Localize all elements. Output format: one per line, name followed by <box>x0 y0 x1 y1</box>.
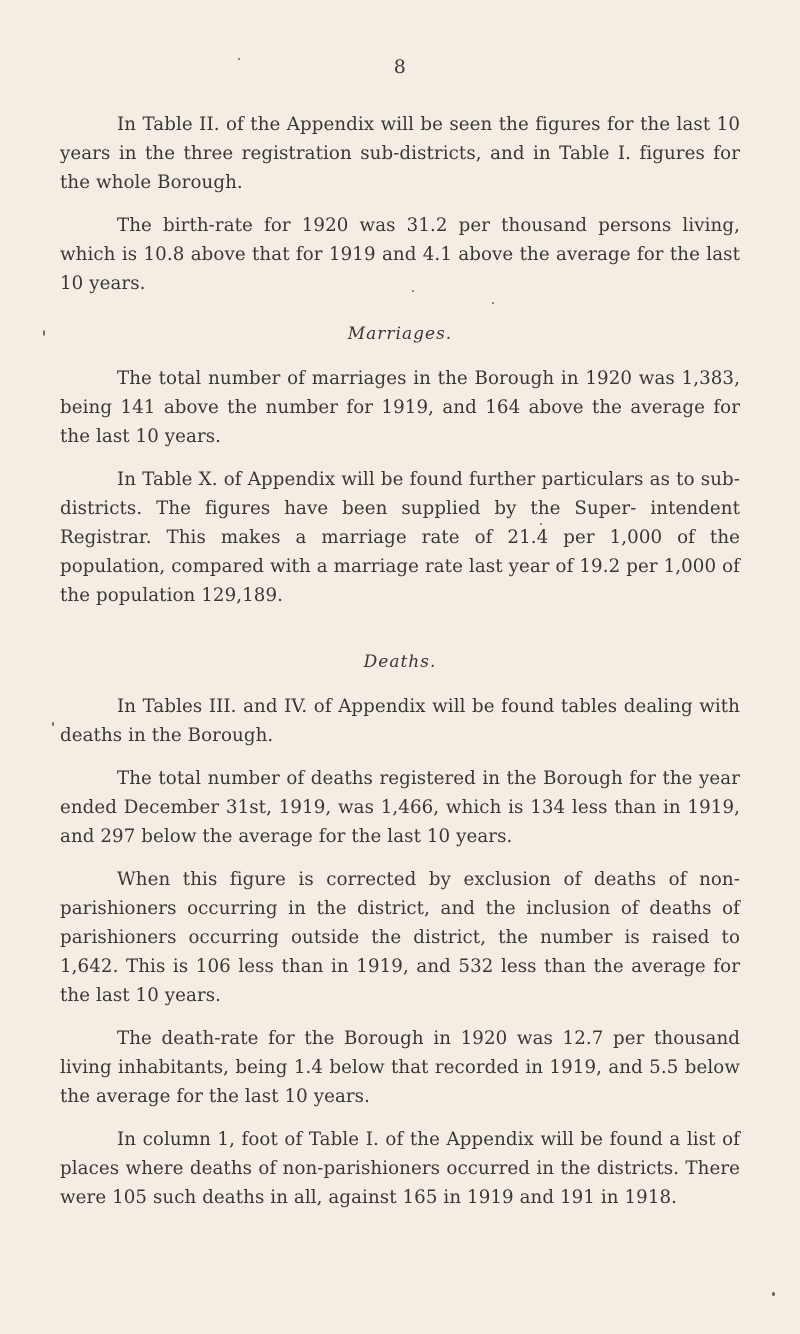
scan-speck <box>43 330 45 336</box>
page-number: 8 <box>393 56 407 78</box>
scan-speck <box>238 58 240 60</box>
scan-speck <box>772 1292 775 1296</box>
intro-paragraph-1: In Table II. of the Appendix will be seen the figures for the last 10 years in the three registration sub-districts, and in Table I. figures for the whole Borough. <box>60 114 740 193</box>
deaths-paragraph-5: In column 1, foot of Table I. of the Appendix will be found a list of places where deaths of non-parishioners occurred in the districts. There were 105 such deaths in all, against 165 in 1919 and 191 in 1918. <box>60 1129 740 1208</box>
deaths-paragraph-1: In Tables III. and IV. of Appendix will be found tables dealing with deaths in the Borough. <box>60 696 740 746</box>
scan-speck <box>492 302 494 304</box>
deaths-paragraph-2: The total number of deaths registered in the Borough for the year ended December 31st, 1919, was 1,466, which is 134 less than in 1919, and 297 below the average for the last 10 years. <box>60 768 740 847</box>
marriages-paragraph-1: The total number of marriages in the Borough in 1920 was 1,383, being 141 above the number for 1919, and 164 above the average for the last 10 years. <box>60 368 740 447</box>
deaths-heading: Deaths. <box>363 652 437 672</box>
marriages-paragraph-2: In Table X. of Appendix will be found further particulars as to sub-districts. The figures have been supplied by the Super- intendent Registrar. This makes a marriage rate of 21.4 per 1,000 of the population, compared with a marriage rate last year of 19.2 per 1,000 of the population 129,189. <box>60 469 740 606</box>
scan-speck <box>412 290 414 292</box>
deaths-paragraph-4: The death-rate for the Borough in 1920 was 12.7 per thousand living inhabitants, being 1.4 below that recorded in 1919, and 5.5 below the average for the last 10 years. <box>60 1028 740 1107</box>
page-body <box>60 110 740 1226</box>
scan-speck <box>52 722 54 726</box>
intro-paragraph-2: The birth-rate for 1920 was 31.2 per thousand persons living, which is 10.8 above that for 1919 and 4.1 above the average for the last 10 years. <box>60 215 740 294</box>
scan-speck <box>540 523 542 525</box>
marriages-heading: Marriages. <box>347 324 453 344</box>
deaths-paragraph-3: When this figure is corrected by exclusion of deaths of non- parishioners occurring in the district, and the inclusion of deaths of parishioners occurring outside the district, the number is raised to 1,642. This is 106 less than in 1919, and 532 less than the average for the last 10 years. <box>60 869 740 1006</box>
